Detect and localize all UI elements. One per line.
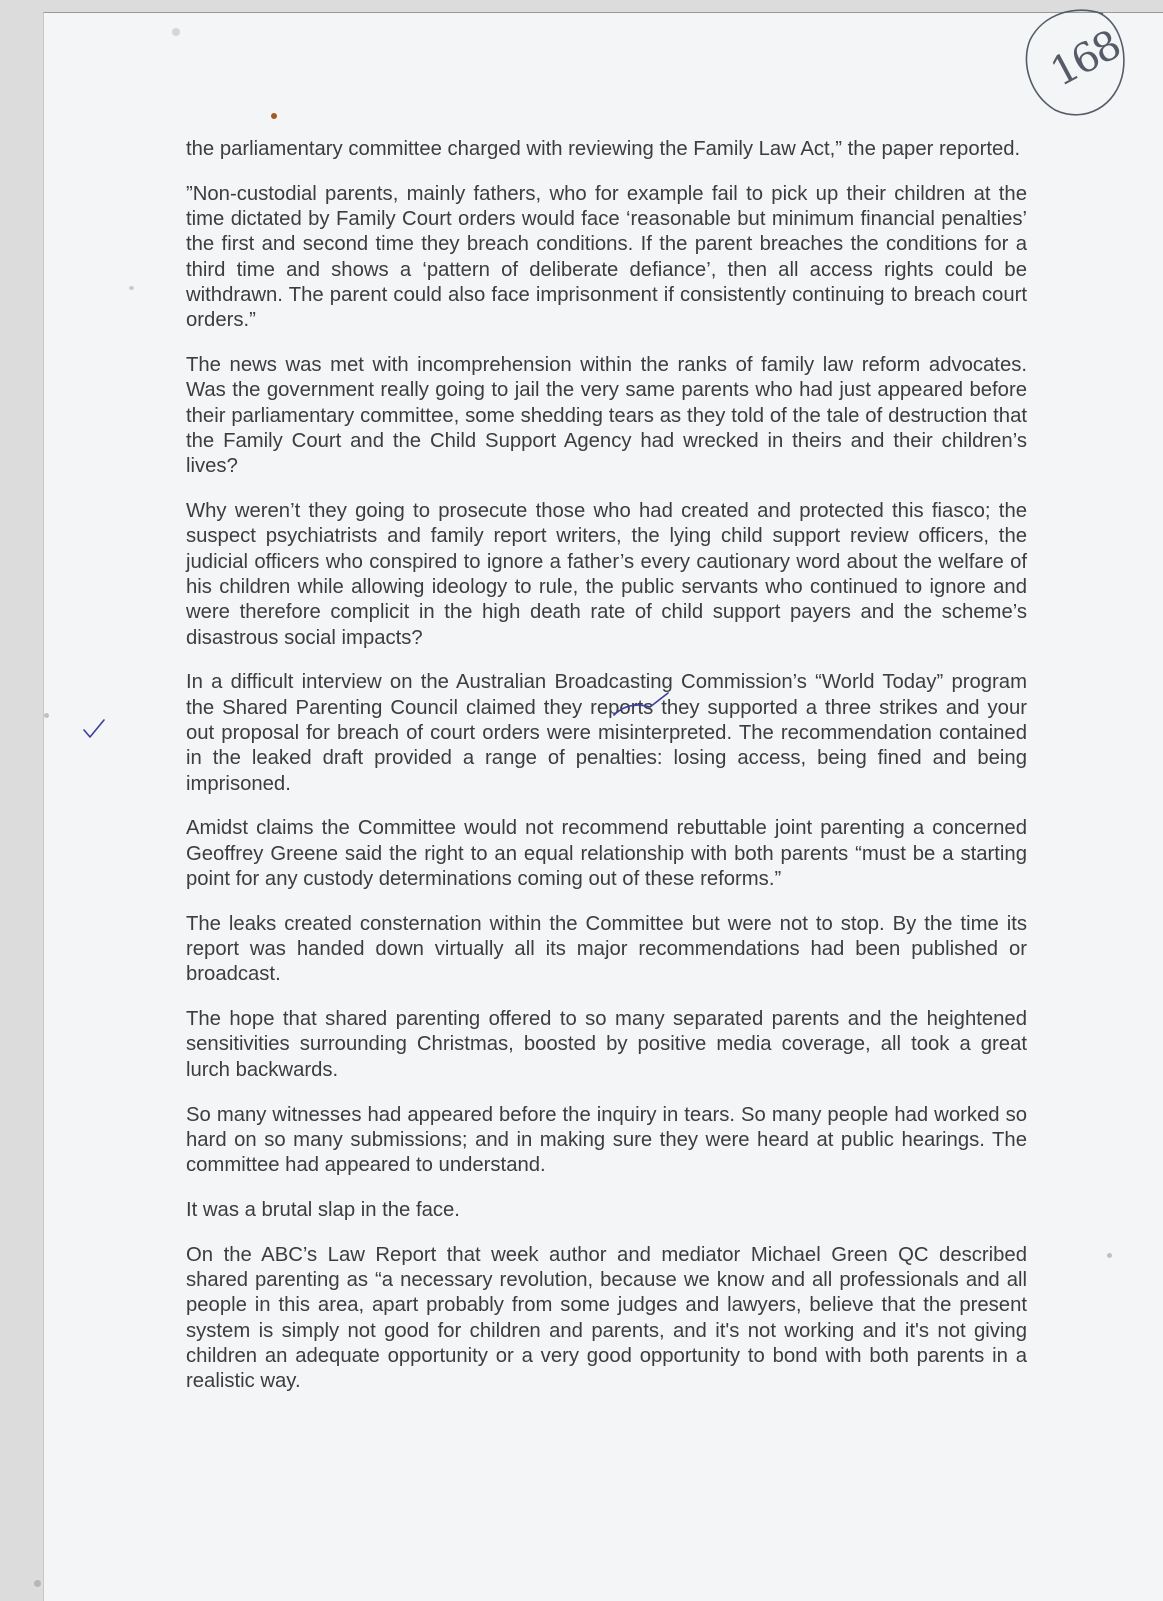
scan-speck xyxy=(34,1580,41,1587)
ink-dot xyxy=(271,113,277,119)
paragraph: The leaks created consternation within the Committee but were not to stop. By the time its report was handed down virtually all its major recommendations had been published or broadcast. xyxy=(186,912,1027,986)
paragraph: The news was met with incomprehension within the ranks of family law reform advocates. Was the government really going to jail the very same parents who had just appeared before their parliamentary committee, some shedding tears as they told of the tale of destruction that the Family Court and the Child Support Agency had wrecked in theirs and their children’s lives? xyxy=(186,354,1027,478)
strike-through-mark-icon xyxy=(610,691,670,723)
page-number: 168 xyxy=(1043,22,1128,96)
scanned-page xyxy=(43,12,1163,1601)
body-text xyxy=(186,137,1027,1414)
scan-speck xyxy=(172,28,180,36)
paragraph: ”Non-custodial parents, mainly fathers, who for example fail to pick up their children at the time dictated by Family Court orders would face ‘reasonable but minimum financial penalties’ the first and second time they breach conditions. If the parent breaches the conditions for a third time and shows a ‘pattern of deliberate defiance’, then all access rights could be withdrawn. The parent could also face imprisonment if consistently continuing to breach court orders.” xyxy=(186,182,1027,332)
paragraph: Amidst claims the Committee would not recommend rebuttable joint parenting a concerned Geoffrey Greene said the right to an equal relationship with both parents “must be a starting point for any custody determinations coming out of these reforms.” xyxy=(186,817,1027,890)
check-mark-icon xyxy=(82,718,106,740)
paragraph: The hope that shared parenting offered to so many separated parents and the heightened sensitivities surrounding Christmas, boosted by positive media coverage, all took a great lurch backwards. xyxy=(186,1008,1027,1081)
scan-speck xyxy=(1107,1253,1112,1258)
scan-speck xyxy=(129,286,134,290)
scan-speck xyxy=(44,713,49,718)
paragraph: the parliamentary committee charged with reviewing the Family Law Act,” the paper reported. xyxy=(186,138,1021,160)
paragraph: It was a brutal slap in the face. xyxy=(186,1198,460,1221)
paragraph: Why weren’t they going to prosecute those who had created and protected this fiasco; the suspect psychiatrists and family report writers, the lying child support review officers, the judicial officers who conspired to ignore a father’s every cautionary word about the welfare of his children while allowing ideology to rule, the public servants who continued to ignore and were therefore complicit in the high death rate of child support payers and the scheme’s disastrous social impacts? xyxy=(186,500,1027,649)
paragraph: So many witnesses had appeared before the inquiry in tears. So many people had worked so hard on so many submissions; and in making sure they were heard at public hearings. The committee had appeared to understand. xyxy=(186,1103,1027,1177)
paragraph: On the ABC’s Law Report that week author and mediator Michael Green QC described shared parenting as “a necessary revolution, because we know and all professionals and all people in this area, apart probably from some judges and lawyers, believe that the present system is simply not good for children and parents, and it's not working and it's not giving children an adequate opportunity or a very good opportunity to bond with both parents in a realistic way. xyxy=(186,1243,1027,1393)
paragraph: In a difficult interview on the Australian Broadcasting Commission’s “World Today” program the Shared Parenting Council claimed they reports they supported a three strikes and your out proposal for breach of court orders were misinterpreted. The recommendation contained in the leaked draft provided a range of penalties: losing access, being fined and being imprisoned. xyxy=(186,671,1027,795)
